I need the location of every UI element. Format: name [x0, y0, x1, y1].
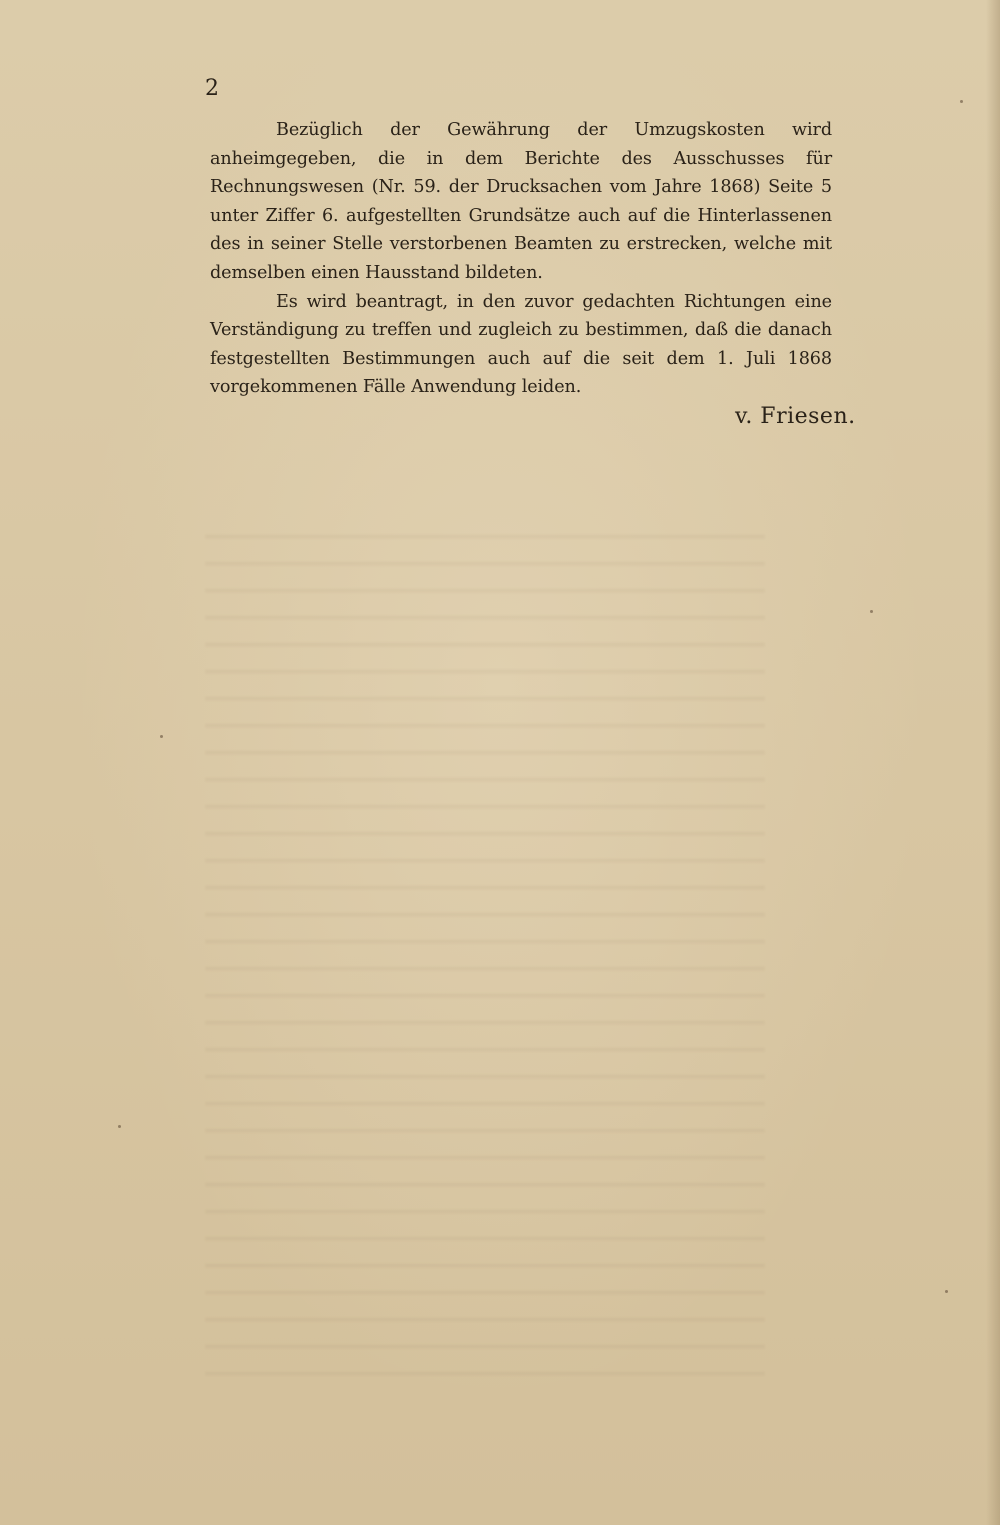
page-edge-shadow	[986, 0, 1000, 1525]
paper-speck	[960, 100, 963, 103]
paper-speck	[160, 735, 163, 738]
paragraph-umzugskosten: Bezüglich der Gewährung der Umzugskosten wird anheimgegeben, die in dem Berichte des Ausschusses für Rechnungswesen (Nr. 59. der Drucksachen vom Jahre 1868) Seite 5 unter Ziffer 6. aufgestellten Grundsätze auch auf die Hinterlassenen des in seiner Stelle verstorbenen Beamten zu erstrecken, welche mit demselben einen Hausstand bildeten.	[210, 120, 832, 283]
body-text	[210, 116, 832, 402]
paper-speck	[945, 1290, 948, 1293]
paper-speck	[118, 1125, 121, 1128]
paragraph-antrag: Es wird beantragt, in den zuvor gedachten Richtungen eine Verständigung zu treffen und zugleich zu bestimmen, daß die danach festgestellten Bestimmungen auch auf die seit dem 1. Juli 1868 vorgekommenen Fälle Anwendung leiden.	[210, 291, 832, 398]
page-number: 2	[205, 76, 219, 101]
paper-speck	[870, 610, 873, 613]
bleed-through-texture	[205, 520, 765, 1380]
signature: v. Friesen.	[735, 404, 856, 429]
